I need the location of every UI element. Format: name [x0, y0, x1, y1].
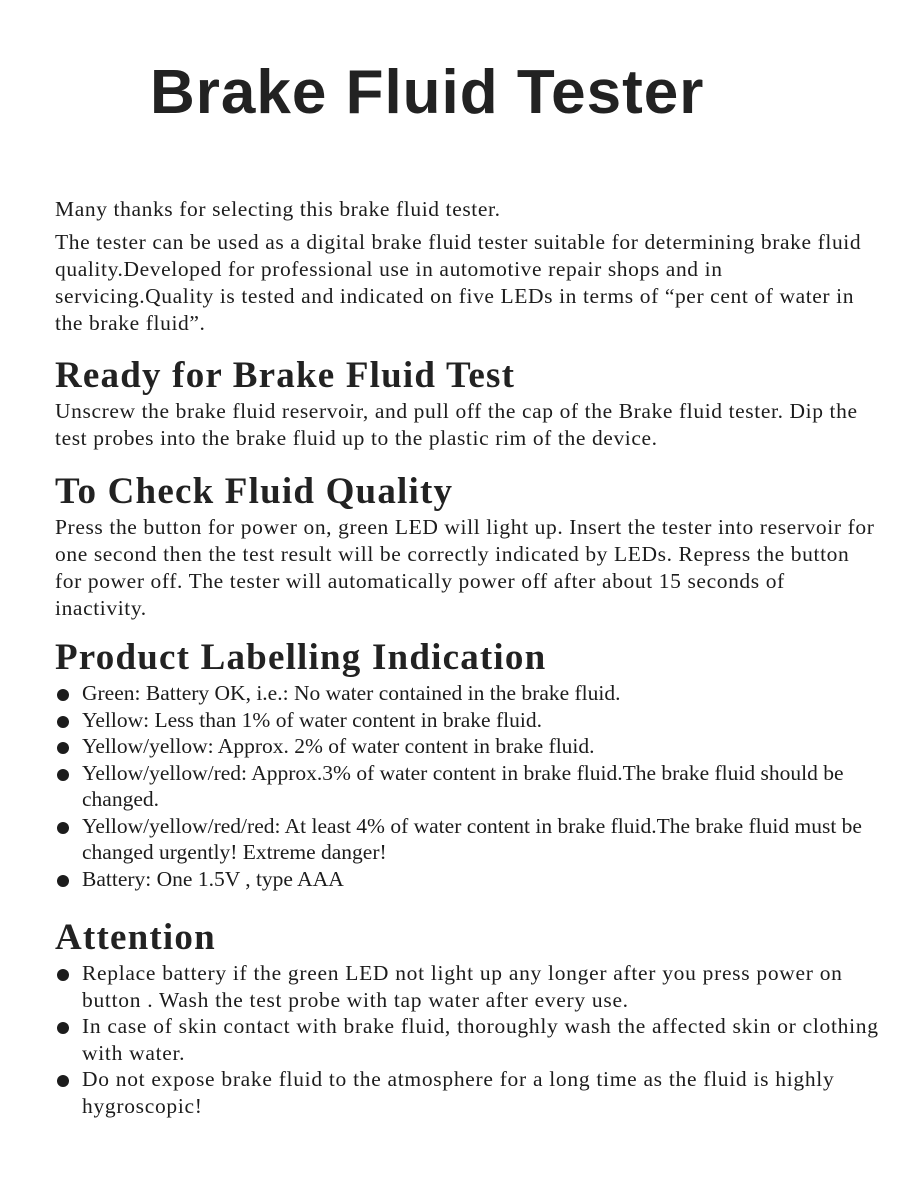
attention-section	[55, 917, 880, 1119]
list-item-text: Battery: One 1.5V , type AAA	[82, 866, 344, 891]
bullet-icon	[57, 716, 69, 728]
labelling-section	[55, 637, 880, 892]
labelling-heading: Product Labelling Indication	[55, 637, 547, 678]
bullet-icon	[57, 875, 69, 887]
attention-heading: Attention	[55, 917, 216, 958]
bullet-icon	[57, 1075, 69, 1087]
list-item-text: Do not expose brake fluid to the atmosphere for a long time as the fluid is highly hygroscopic!	[82, 1067, 835, 1118]
bullet-icon	[57, 822, 69, 834]
list-item-text: In case of skin contact with brake fluid, thoroughly wash the affected skin or clothing with water.	[82, 1014, 879, 1065]
bullet-icon	[57, 769, 69, 781]
intro-section	[55, 196, 880, 343]
check-section	[55, 471, 880, 622]
list-item	[55, 733, 880, 760]
list-item-text: Green: Battery OK, i.e.: No water contained in the brake fluid.	[82, 681, 621, 705]
list-item-text: Yellow/yellow/red: Approx.3% of water content in brake fluid.The brake fluid should be changed.	[82, 760, 844, 811]
list-item	[55, 866, 880, 893]
check-text: Press the button for power on, green LED will light up. Insert the tester into reservoir for one second then the test result will be correctly indicated by LEDs. Repress the button for power off. The tester will automatically power off after about 15 seconds of inactivity.	[55, 515, 875, 620]
bullet-icon	[57, 689, 69, 701]
ready-section	[55, 355, 880, 452]
list-item	[55, 680, 880, 707]
list-item-text: Yellow: Less than 1% of water content in brake fluid.	[82, 707, 542, 732]
page-title: Brake Fluid Tester	[150, 58, 705, 127]
bullet-icon	[57, 1022, 69, 1034]
list-item-text: Yellow/yellow/red/red: At least 4% of water content in brake fluid.The brake fluid must be changed urgently! Extreme danger!	[82, 813, 862, 864]
list-item	[55, 760, 880, 813]
list-item	[55, 960, 880, 1013]
check-heading: To Check Fluid Quality	[55, 471, 454, 512]
list-item-text: Yellow/yellow: Approx. 2% of water content in brake fluid.	[82, 734, 595, 758]
ready-text: Unscrew the brake fluid reservoir, and pull off the cap of the Brake fluid tester. Dip the test probes into the brake fluid up to the plastic rim of the device.	[55, 399, 858, 450]
list-item	[55, 1013, 880, 1066]
intro-description: The tester can be used as a digital brake fluid tester suitable for determining brake fluid quality.Developed for professional use in automotive repair shops and in servicing.Quality is tested and indicated on five LEDs in terms of “per cent of water in the brake fluid”.	[55, 230, 862, 335]
bullet-icon	[57, 742, 69, 754]
list-item	[55, 813, 880, 866]
ready-heading: Ready for Brake Fluid Test	[55, 355, 516, 396]
list-item	[55, 1066, 880, 1119]
bullet-icon	[57, 969, 69, 981]
attention-list	[55, 960, 880, 1119]
list-item-text: Replace battery if the green LED not light up any longer after you press power on button . Wash the test probe with tap water after every use.	[82, 961, 843, 1012]
labelling-list	[55, 680, 880, 892]
list-item	[55, 707, 880, 734]
intro-thanks: Many thanks for selecting this brake fluid tester.	[55, 197, 501, 221]
